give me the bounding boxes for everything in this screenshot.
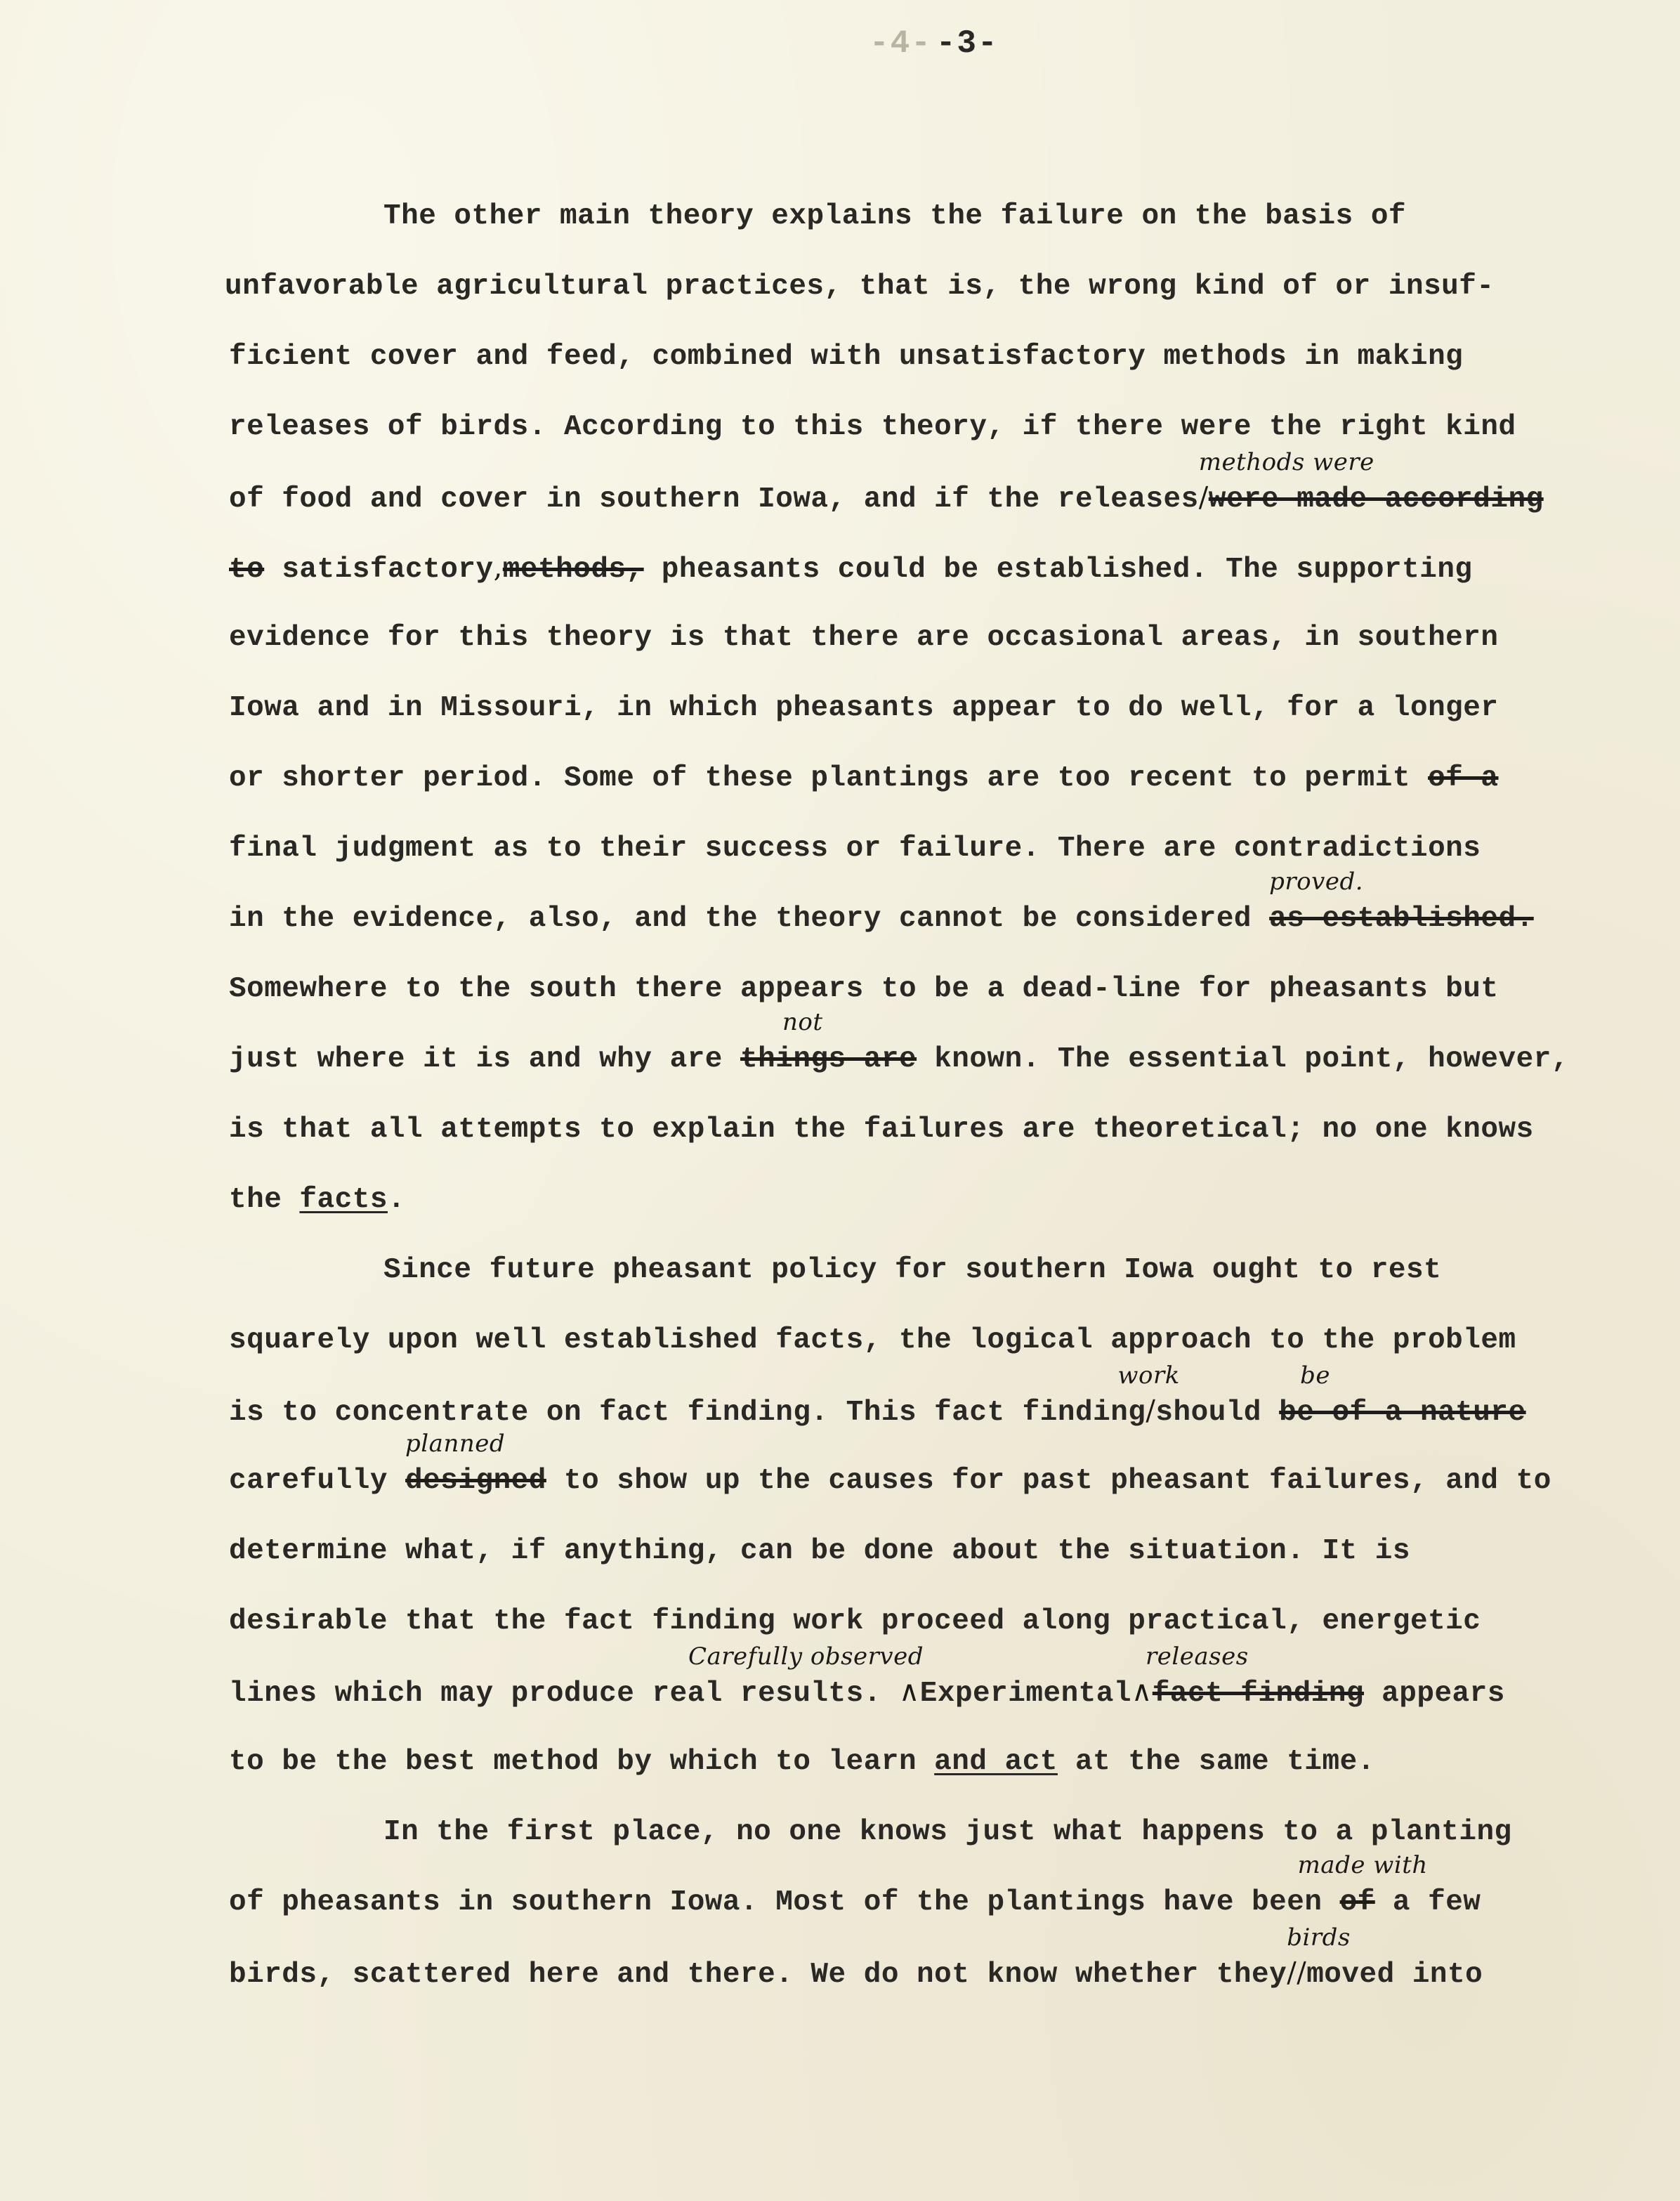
struck-text: to — [229, 554, 265, 586]
line-text: to show up the causes for past pheasant failures, and to — [564, 1465, 1551, 1497]
text-line — [229, 617, 1563, 687]
handwritten-insertion — [1279, 1361, 1526, 1429]
line-text: in the evidence, also, and the theory cannot be considered — [229, 903, 1252, 935]
line-text: is that all attempts to explain the failures are theoretical; no one knows — [229, 1113, 1534, 1146]
handwritten-text: planned — [405, 1430, 506, 1458]
line-text: known. The essential point, however, — [934, 1043, 1569, 1076]
text-line — [229, 1530, 1563, 1600]
line-text: should — [1155, 1397, 1262, 1429]
line-text: Experimental — [919, 1678, 1131, 1710]
line-text: just where it is and why are — [229, 1043, 723, 1076]
text-line — [229, 1249, 1563, 1319]
text-line — [229, 1741, 1563, 1811]
line-text: pheasants could be established. The supporting — [661, 554, 1473, 586]
line-text: a few — [1392, 1886, 1481, 1919]
text-line — [229, 336, 1563, 406]
insertion-caret: , — [493, 551, 503, 584]
struck-text: were made according — [1208, 483, 1544, 516]
text-line — [225, 266, 1563, 336]
line-text: final judgment as to their success or failure. There are contradictions — [229, 832, 1481, 865]
text-line — [229, 195, 1563, 266]
struck-text: fact finding — [1152, 1678, 1365, 1710]
underlined-text: and act — [934, 1746, 1058, 1778]
line-text: evidence for this theory is that there are occasional areas, in southern — [229, 622, 1499, 654]
line-text: to be the best method by which to learn — [229, 1746, 917, 1778]
line-text: birds, scattered here and there. We do not know whether they — [229, 1959, 1287, 1991]
line-text: Somewhere to the south there appears to be a dead-line for pheasants but — [229, 973, 1499, 1005]
handwritten-text: work — [1117, 1361, 1180, 1390]
handwritten-insertion — [1269, 868, 1534, 935]
line-text: appears — [1382, 1678, 1505, 1710]
line-text: at the same time. — [1075, 1746, 1375, 1778]
text-line — [229, 1109, 1563, 1179]
text-line — [229, 1924, 1563, 2022]
line-text: The other main theory explains the failure on the basis of — [383, 200, 1407, 233]
line-text: squarely upon well established facts, the logical approach to the problem — [229, 1324, 1516, 1357]
handwritten-text: not — [782, 1008, 823, 1036]
line-text: carefully — [229, 1465, 388, 1497]
handwritten-text: methods were — [1198, 448, 1374, 476]
insertion-caret: ∕∕ — [1287, 1957, 1307, 1989]
line-text: Iowa and in Missouri, in which pheasants appear to do well, for a longer — [229, 692, 1499, 724]
handwritten-text: releases — [1146, 1642, 1249, 1671]
struck-text: be of a nature — [1279, 1397, 1526, 1429]
text-line — [229, 1430, 1563, 1530]
line-text: Since future pheasant policy for southern Iowa ought to rest — [383, 1254, 1442, 1286]
insertion-caret: ∕ — [1146, 1395, 1156, 1427]
handwritten-insertion — [1131, 1642, 1249, 1710]
line-text: moved into — [1306, 1959, 1483, 1991]
text-line — [229, 1319, 1563, 1390]
handwritten-insertion — [688, 1642, 924, 1710]
handwritten-insertion — [405, 1430, 546, 1497]
handwritten-text: Carefully observed — [688, 1642, 924, 1671]
handwritten-insertion — [1117, 1361, 1180, 1429]
line-text: is to concentrate on fact finding. This fact finding — [229, 1397, 1146, 1429]
struck-text: designed — [405, 1465, 546, 1497]
line-text: ficient cover and feed, combined with unsatisfactory methods in making — [229, 341, 1464, 373]
underlined-text: facts — [299, 1184, 388, 1216]
page-number — [869, 25, 999, 62]
text-line — [229, 1008, 1569, 1109]
text-line — [229, 868, 1563, 968]
text-line — [229, 687, 1563, 757]
struck-text: things are — [740, 1043, 917, 1076]
line-text: determine what, if anything, can be done about the situation. It is — [229, 1535, 1410, 1567]
line-text: the — [229, 1184, 282, 1216]
line-text: desirable that the fact finding work proceed along practical, energetic — [229, 1605, 1481, 1638]
struck-text: of — [1339, 1886, 1375, 1919]
ghost-page-number: -4- — [869, 25, 932, 62]
handwritten-text: birds — [1287, 1924, 1351, 1952]
line-text: of pheasants in southern Iowa. Most of the plantings have been — [229, 1886, 1323, 1919]
struck-text: methods, — [502, 554, 644, 586]
handwritten-insertion — [1198, 448, 1374, 516]
line-text: . — [387, 1184, 406, 1216]
handwritten-text: be — [1300, 1361, 1331, 1390]
line-text: unfavorable agricultural practices, that is, the wrong kind of or insuf- — [225, 270, 1495, 303]
handwritten-text: made with — [1297, 1851, 1428, 1879]
text-line — [229, 448, 1563, 547]
text-line — [229, 547, 1563, 617]
handwritten-insertion — [1287, 1924, 1351, 1991]
struck-text: as established. — [1269, 903, 1534, 935]
handwritten-insertion — [740, 1008, 917, 1076]
text-line — [229, 1642, 1563, 1741]
line-text: or shorter period. Some of these plantings are too recent to permit — [229, 762, 1410, 795]
struck-text: of a — [1428, 762, 1499, 795]
line-text: In the first place, no one knows just what happens to a planting — [383, 1816, 1512, 1848]
handwritten-text: proved. — [1269, 868, 1364, 896]
insertion-caret: ∧ — [1131, 1676, 1153, 1708]
insertion-caret: ∧ — [898, 1676, 920, 1708]
line-text: satisfactory — [282, 554, 494, 586]
text-line — [229, 1179, 1563, 1249]
text-line — [229, 1851, 1563, 1952]
insertion-caret: ∕ — [1198, 481, 1209, 514]
line-text: of food and cover in southern Iowa, and if the releases — [229, 483, 1199, 516]
text-line — [229, 757, 1563, 828]
line-text: lines which may produce real results. — [229, 1678, 881, 1710]
handwritten-insertion — [1297, 1851, 1428, 1919]
page-number-text: -3- — [936, 25, 999, 62]
text-line — [229, 968, 1563, 1038]
line-text: releases of birds. According to this theory, if there were the right kind — [229, 411, 1516, 443]
typed-body-text — [225, 195, 1569, 2022]
